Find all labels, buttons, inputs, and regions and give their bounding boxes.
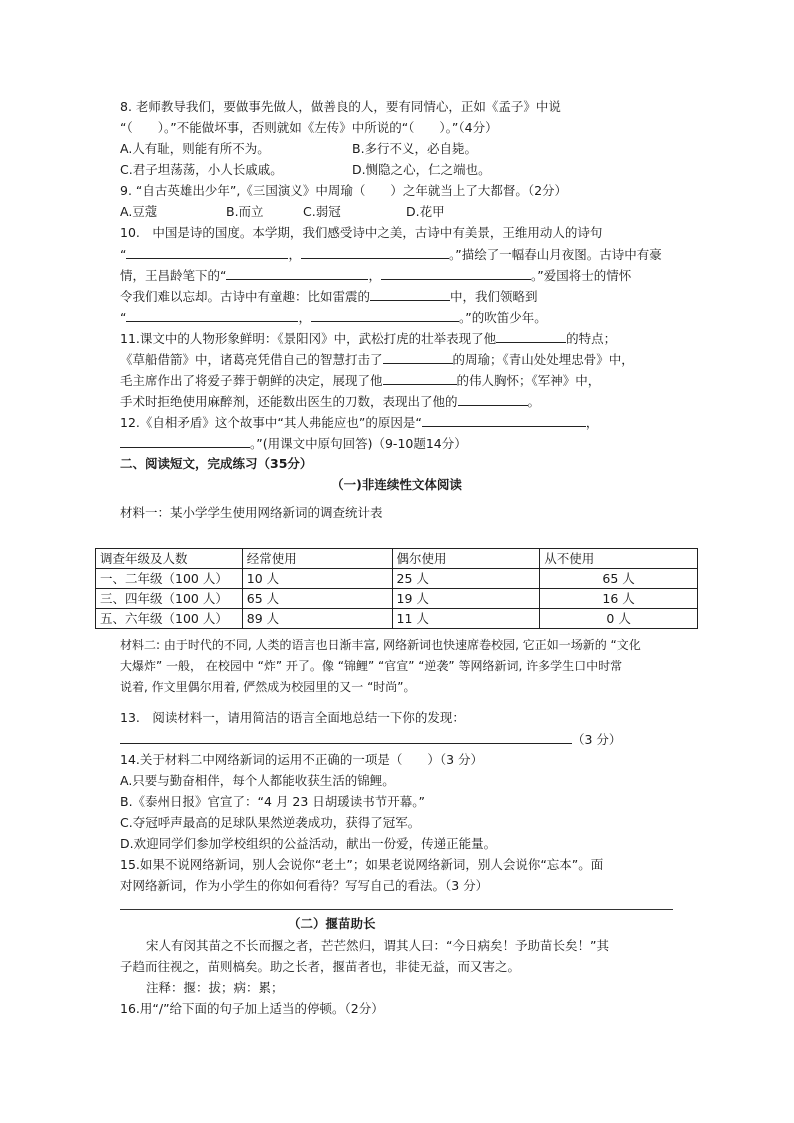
- table-cell: 10 人: [242, 569, 392, 589]
- q15-stem-cont: 对网络新词，作为小学生的你如何看待？写写自己的看法。（3 分）: [120, 878, 489, 893]
- answer-blank[interactable]: [383, 372, 457, 385]
- q11-line4: 手术时拒绝使用麻醉剂，还能数出医生的刀数，表现出了他的 。: [120, 394, 541, 409]
- q14-option-c: C.夺冠呼声最高的足球队果然逆袭成功，获得了冠军。: [120, 815, 421, 830]
- answer-blank[interactable]: [458, 393, 528, 406]
- q11-line2: 《草船借箭》中，诸葛亮凭借自己的智慧打击了 的周瑜；《青山处处埋忠骨》中，: [120, 352, 634, 367]
- table-header-cell: 从不使用: [540, 549, 698, 569]
- q8-stem-cont: “（ ）。”不能做坏事，否则就如《左传》中所说的“（ ）。”（4分）: [120, 120, 498, 135]
- q14-option-a: A.只要与勤奋相伴，每个人都能收获生活的锦鲤。: [120, 773, 395, 788]
- q9-option-a: A.豆蔻: [120, 204, 158, 219]
- q10-stem: 10. 中国是诗的国度。本学期，我们感受诗中之美，古诗中有美景，王维用动人的诗句: [120, 225, 603, 240]
- q9-stem: 9. “自古英雄出少年”,《三国演义》中周瑜（ ）之年就当上了大都督。（2分）: [120, 183, 568, 198]
- q8-option-c: C.君子坦荡荡，小人长戚戚。: [120, 162, 283, 177]
- q10-line3: 情，王昌龄笔下的“ ， 。”爱国将士的情怀: [120, 268, 632, 283]
- material2-line2: 大爆炸” 一般， 在校园中 “炸” 开了。像 “锦鲤” “官宣” “逆袭” 等网络新词, 许多学生口中时常: [120, 659, 623, 673]
- answer-blank[interactable]: [226, 267, 368, 280]
- table-cell: 一、二年级（100 人）: [96, 569, 243, 589]
- answer-blank[interactable]: [422, 414, 586, 427]
- q8-option-d: D.恻隐之心，仁之端也。: [352, 162, 491, 177]
- q8-option-b: B.多行不义，必自毙。: [352, 141, 478, 156]
- answer-blank[interactable]: [120, 731, 572, 744]
- answer-blank[interactable]: [381, 267, 531, 280]
- answer-blank[interactable]: [496, 330, 566, 343]
- q13-answer-line: （3 分）: [120, 731, 621, 748]
- q10-line2: “ ， 。”描绘了一幅春山月夜图。古诗中有豪: [120, 247, 662, 262]
- part2-title: （二）揠苗助长: [288, 916, 376, 931]
- survey-table: [95, 548, 698, 629]
- material2-line1: 材料二: 由于时代的不同, 人类的语言也日渐丰富, 网络新词也快速席卷校园, 它正如一场新的 “文化: [120, 638, 641, 652]
- q9-option-b: B.而立: [226, 204, 264, 219]
- table-cell: 25 人: [392, 569, 540, 589]
- table-cell: 89 人: [242, 609, 392, 629]
- table-cell: 65 人: [242, 589, 392, 609]
- q9-option-d: D.花甲: [406, 204, 445, 219]
- q8-stem: 8. 老师教导我们，要做事先做人，做善良的人，要有同情心，正如《孟子》中说: [120, 99, 561, 114]
- table-cell: 0 人: [540, 609, 698, 629]
- section-heading: 二、阅读短文，完成练习（35分）: [120, 456, 313, 471]
- divider-line: [120, 909, 673, 910]
- table-cell: 19 人: [392, 589, 540, 609]
- q11-line1: 11.课文中的人物形象鲜明：《景阳冈》中，武松打虎的壮举表现了他 的特点；: [120, 331, 617, 346]
- passage-note: 注释：揠：拔；病：累；: [146, 980, 284, 995]
- answer-blank[interactable]: [120, 435, 250, 448]
- q15-stem: 15.如果不说网络新词，别人会说你“老土”；如果老说网络新词，别人会说你“忘本”。面: [120, 857, 604, 872]
- table-row: [96, 569, 698, 589]
- material1-title: 材料一：某小学学生使用网络新词的调查统计表: [120, 505, 383, 520]
- q12-line2: 。”(用课文中原句回答)（9-10题14分）: [120, 435, 467, 452]
- table-header-row: [96, 549, 698, 569]
- q10-line5: “ ， 。”的吹笛少年。: [120, 310, 547, 325]
- answer-blank[interactable]: [301, 246, 449, 259]
- table-header-cell: 调查年级及人数: [96, 549, 243, 569]
- q11-line3: 毛主席作出了将爱子葬于朝鲜的决定，展现了他 的伟人胸怀；《军神》中，: [120, 373, 601, 388]
- part1-title: （一)非连续性文体阅读: [331, 477, 462, 492]
- answer-blank[interactable]: [126, 309, 298, 322]
- answer-blank[interactable]: [311, 309, 459, 322]
- table-header-cell: 偶尔使用: [392, 549, 540, 569]
- q16-stem: 16.用“/”给下面的句子加上适当的停顿。（2分）: [120, 1001, 384, 1016]
- q14-stem: 14.关于材料二中网络新词的运用不正确的一项是（ ）（3 分）: [120, 752, 484, 767]
- q14-option-b: B.《泰州日报》官宣了：“4 月 23 日胡瑗读书节开幕。”: [120, 794, 426, 809]
- table-row: [96, 609, 698, 629]
- table-header-cell: 经常使用: [242, 549, 392, 569]
- q10-line4: 令我们难以忘却。古诗中有童趣：比如雷震的 中，我们领略到: [120, 289, 538, 304]
- table-cell: 三、四年级（100 人）: [96, 589, 243, 609]
- material2-line3: 说着, 作文里偶尔用着, 俨然成为校园里的又一 “时尚”。: [120, 680, 416, 694]
- answer-blank[interactable]: [383, 351, 453, 364]
- passage-line1: 宋人有闵其苗之不长而揠之者，芒芒然归，谓其人曰：“今日病矣！予助苗长矣！”其: [146, 938, 609, 953]
- q8-option-a: A.人有耻，则能有所不为。: [120, 141, 270, 156]
- table-cell: 16 人: [540, 589, 698, 609]
- answer-blank[interactable]: [370, 288, 450, 301]
- q13-stem: 13. 阅读材料一，请用简洁的语言全面地总结一下你的发现：: [120, 710, 465, 725]
- q12-line1: 12.《自相矛盾》这个故事中“其人弗能应也”的原因是“ ，: [120, 415, 599, 430]
- table-cell: 11 人: [392, 609, 540, 629]
- passage-line2: 子趋而往视之，苗则槁矣。助之长者，揠苗者也，非徒无益，而又害之。: [120, 959, 521, 974]
- table-row: [96, 589, 698, 609]
- table-cell: 五、六年级（100 人）: [96, 609, 243, 629]
- q9-option-c: C.弱冠: [303, 204, 341, 219]
- table-cell: 65 人: [540, 569, 698, 589]
- answer-blank[interactable]: [126, 246, 288, 259]
- q14-option-d: D.欢迎同学们参加学校组织的公益活动，献出一份爱，传递正能量。: [120, 836, 497, 851]
